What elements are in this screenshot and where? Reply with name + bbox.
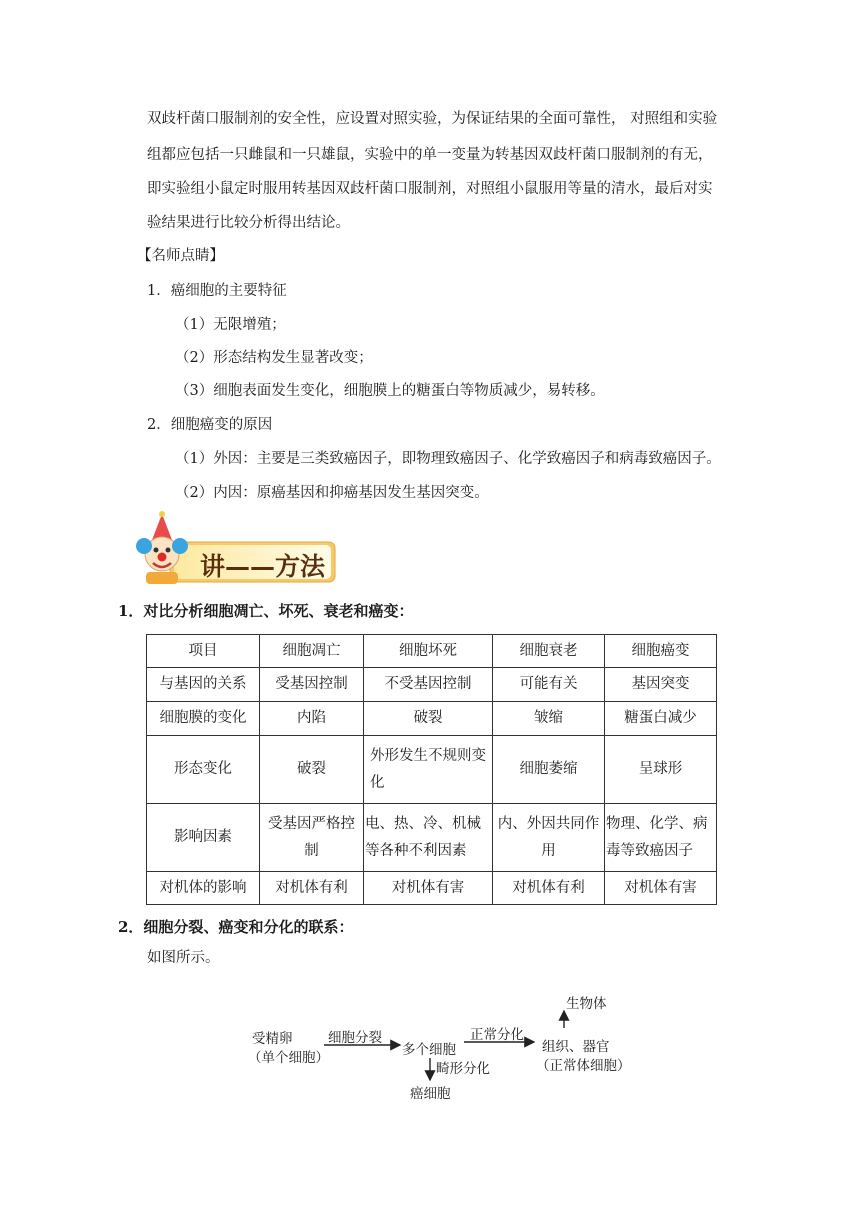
tissue-note: （正常体细胞） bbox=[536, 1058, 631, 1074]
table-row bbox=[147, 872, 717, 905]
section1-item-1: （1）无限增殖； bbox=[175, 317, 286, 333]
egg-note: （单个细胞） bbox=[248, 1050, 329, 1066]
table-cell: 不受基因控制 bbox=[364, 668, 493, 702]
section2-title: 2．细胞癌变的原因 bbox=[147, 417, 273, 433]
cell-flow-diagram bbox=[248, 980, 632, 1105]
intro-line-2: 组都应包括一只雌鼠和一只雄鼠，实验中的单一变量为转基因双歧杆菌口服制剂的有无， bbox=[147, 147, 713, 163]
table-cell: 对机体有害 bbox=[605, 872, 717, 905]
table-cell: 受基因严格控制 bbox=[260, 804, 364, 872]
table-cell: 物理、化学、病毒等致癌因子 bbox=[605, 804, 717, 872]
tissue-label: 组织、器官 bbox=[542, 1039, 610, 1055]
method-banner bbox=[130, 510, 340, 588]
banner-text: 讲——方法 bbox=[200, 552, 326, 581]
normal-diff-label: 正常分化 bbox=[470, 1027, 524, 1043]
method2-caption: 如图所示。 bbox=[147, 950, 220, 966]
table-cell: 对机体有利 bbox=[493, 872, 605, 905]
method1-heading: 1．对比分析细胞凋亡、坏死、衰老和癌变： bbox=[118, 602, 414, 620]
table-cell: 破裂 bbox=[364, 702, 493, 736]
table-cell: 呈球形 bbox=[605, 736, 717, 804]
intro-line-3: 即实验组小鼠定时服用转基因双歧杆菌口服制剂，对照组小鼠服用等量的清水，最后对实 bbox=[147, 181, 713, 197]
table-header-cell: 项目 bbox=[147, 635, 260, 668]
table-cell: 可能有关 bbox=[493, 668, 605, 702]
table-header-row bbox=[147, 635, 717, 668]
table-cell: 对机体有害 bbox=[364, 872, 493, 905]
table-cell: 内、外因共同作用 bbox=[493, 804, 605, 872]
table-row bbox=[147, 804, 717, 872]
intro-line-4: 验结果进行比较分析得出结论。 bbox=[147, 215, 350, 231]
tip-heading: 【名师点睛】 bbox=[137, 248, 224, 264]
table-cell: 受基因控制 bbox=[260, 668, 364, 702]
table-header-cell: 细胞癌变 bbox=[605, 635, 717, 668]
table-row bbox=[147, 736, 717, 804]
section1-item-3: （3）细胞表面发生变化，细胞膜上的糖蛋白等物质减少，易转移。 bbox=[175, 383, 605, 399]
table-cell: 内陷 bbox=[260, 702, 364, 736]
intro-line-1: 双歧杆菌口服制剂的安全性，应设置对照实验，为保证结果的全面可靠性， 对照组和实验 bbox=[147, 111, 718, 127]
table-cell: 基因突变 bbox=[605, 668, 717, 702]
table-cell: 形态变化 bbox=[147, 736, 260, 804]
division-label: 细胞分裂 bbox=[328, 1030, 382, 1046]
table-cell: 电、热、冷、机械等各种不利因素 bbox=[364, 804, 493, 872]
table-cell: 与基因的关系 bbox=[147, 668, 260, 702]
abnormal-diff-label: 畸形分化 bbox=[436, 1061, 490, 1077]
table-cell: 糖蛋白减少 bbox=[605, 702, 717, 736]
section1-title: 1．癌细胞的主要特征 bbox=[147, 283, 287, 299]
organism-label: 生物体 bbox=[566, 996, 607, 1012]
cancer-label: 癌细胞 bbox=[410, 1086, 451, 1102]
table-cell: 影响因素 bbox=[147, 804, 260, 872]
section2-item-2: （2）内因：原癌基因和抑癌基因发生基因突变。 bbox=[175, 485, 489, 501]
method2-heading: 2．细胞分裂、癌变和分化的联系： bbox=[118, 918, 354, 936]
table-cell: 细胞萎缩 bbox=[493, 736, 605, 804]
table-header-cell: 细胞凋亡 bbox=[260, 635, 364, 668]
table-header-cell: 细胞衰老 bbox=[493, 635, 605, 668]
many-cells-label: 多个细胞 bbox=[402, 1042, 456, 1058]
table-cell: 对机体有利 bbox=[260, 872, 364, 905]
egg-label: 受精卵 bbox=[252, 1031, 293, 1047]
section2-item-1: （1）外因：主要是三类致癌因子，即物理致癌因子、化学致癌因子和病毒致癌因子。 bbox=[175, 451, 721, 467]
table-cell: 外形发生不规则变化 bbox=[364, 736, 493, 804]
table-row bbox=[147, 702, 717, 736]
table-cell: 对机体的影响 bbox=[147, 872, 260, 905]
table-header-cell: 细胞坏死 bbox=[364, 635, 493, 668]
section1-item-2: （2）形态结构发生显著改变； bbox=[175, 350, 373, 366]
comparison-table bbox=[146, 634, 717, 905]
table-cell: 破裂 bbox=[260, 736, 364, 804]
table-row bbox=[147, 668, 717, 702]
table-cell: 细胞膜的变化 bbox=[147, 702, 260, 736]
table-cell: 皱缩 bbox=[493, 702, 605, 736]
